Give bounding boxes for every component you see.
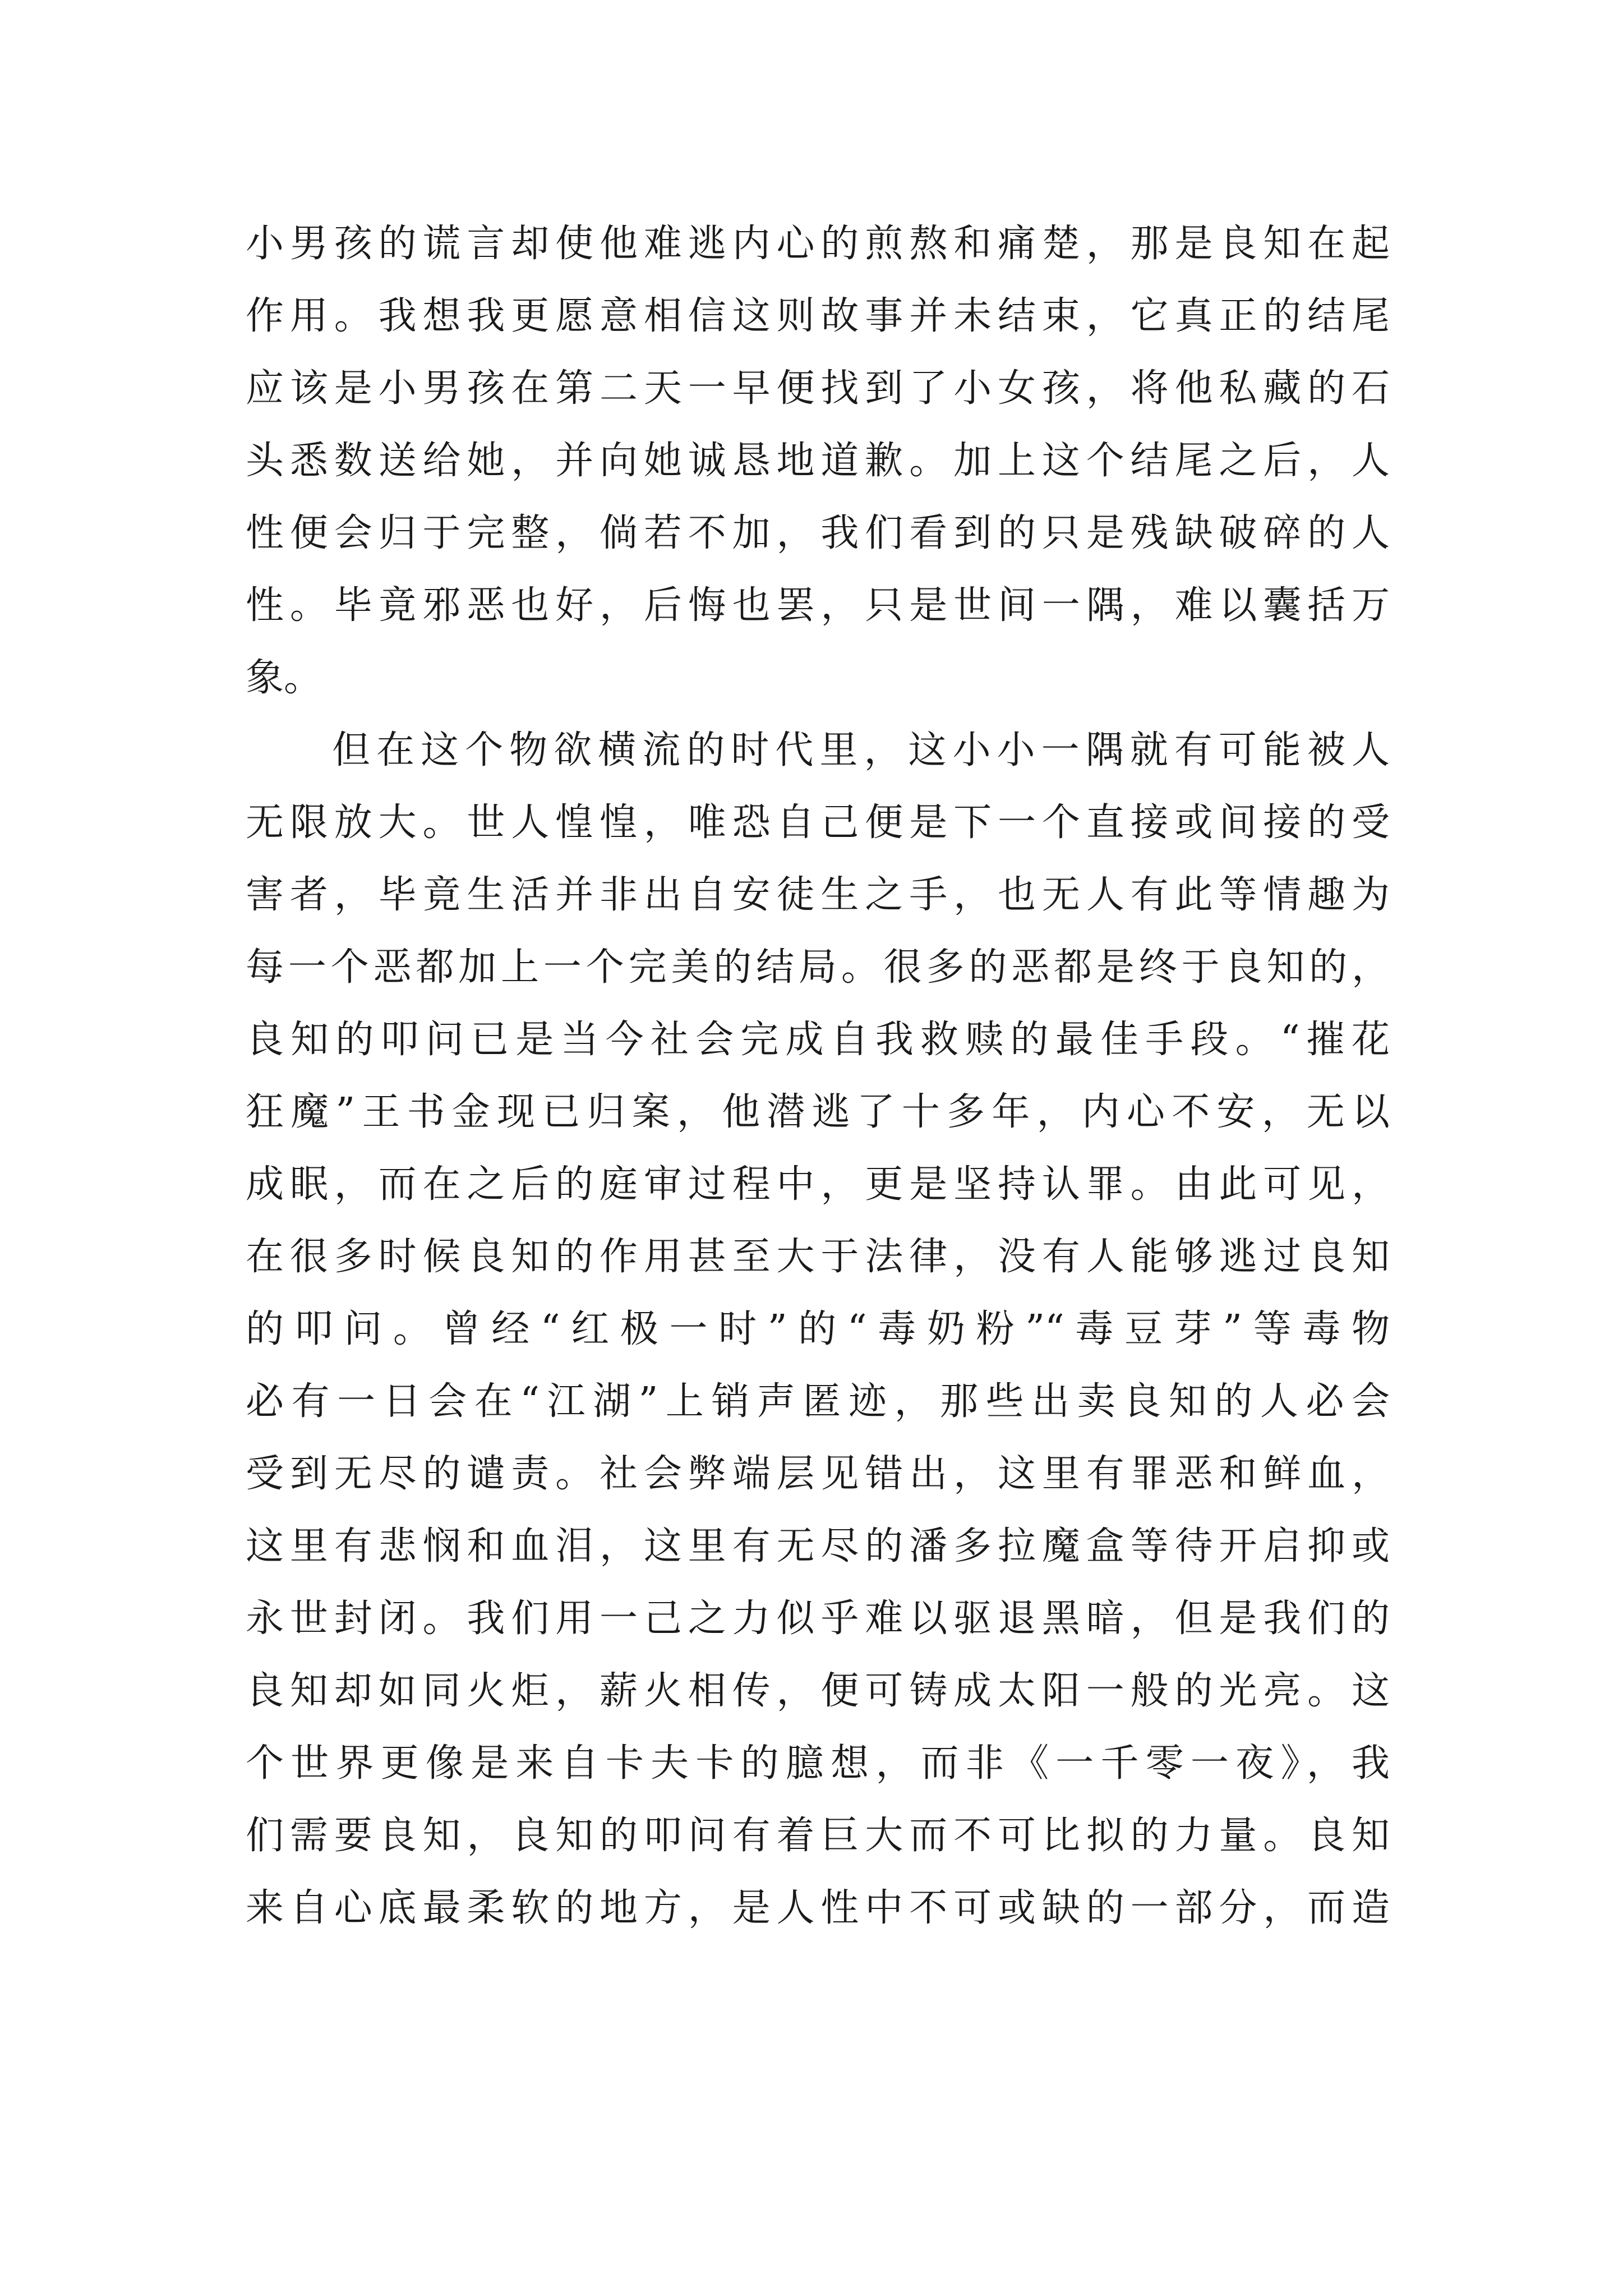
text-line: 每一个恶都加上一个完美的结局。很多的恶都是终于良知的， [246,945,1390,990]
body-text [246,208,1390,1944]
text-line: 作用。我想我更愿意相信这则故事并未结束，它真正的结尾 [246,294,1390,338]
text-line: 害者，毕竟生活并非出自安徒生之手，也无人有此等情趣为 [246,873,1390,917]
text-line: 成眠，而在之后的庭审过程中，更是坚持认罪。由此可见， [246,1162,1390,1207]
text-line: 应该是小男孩在第二天一早便找到了小女孩，将他私藏的石 [246,366,1390,411]
text-line: 受到无尽的谴责。社会弊端层见错出，这里有罪恶和鲜血， [246,1452,1390,1496]
text-line: 必有一日会在“江湖”上销声匿迹，那些出卖良知的人必会 [246,1379,1390,1424]
text-line: 这里有悲悯和血泪，这里有无尽的潘多拉魔盒等待开启抑或 [246,1524,1390,1568]
text-line: 在很多时候良知的作用甚至大于法律，没有人能够逃过良知 [246,1235,1390,1279]
text-line: 永世封闭。我们用一己之力似乎难以驱退黑暗，但是我们的 [246,1596,1390,1641]
text-line: 性便会归于完整，倘若不加，我们看到的只是残缺破碎的人 [246,511,1390,555]
text-line: 性。毕竟邪恶也好，后悔也罢，只是世间一隅，难以囊括万 [246,583,1390,628]
text-line: 良知却如同火炬，薪火相传，便可铸成太阳一般的光亮。这 [246,1669,1390,1713]
text-line: 狂魔”王书金现已归案，他潜逃了十多年，内心不安，无以 [246,1090,1390,1134]
text-line: 的叩问。曾经“红极一时”的“毒奶粉”“毒豆芽”等毒物 [246,1307,1390,1351]
text-line: 们需要良知，良知的叩问有着巨大而不可比拟的力量。良知 [246,1814,1390,1858]
text-line: 来自心底最柔软的地方，是人性中不可或缺的一部分，而造 [246,1886,1390,1930]
text-line: 良知的叩问已是当今社会完成自我救赎的最佳手段。“摧花 [246,1018,1390,1062]
text-line: 小男孩的谎言却使他难逃内心的煎熬和痛楚，那是良知在起 [246,222,1390,266]
text-line: 但在这个物欲横流的时代里，这小小一隅就有可能被人 [332,728,1390,772]
text-line: 个世界更像是来自卡夫卡的臆想，而非《一千零一夜》，我 [246,1741,1390,1786]
text-line: 无限放大。世人惶惶，唯恐自己便是下一个直接或间接的受 [246,800,1390,845]
text-line: 象。 [246,656,322,700]
text-line: 头悉数送给她，并向她诚恳地道歉。加上这个结尾之后，人 [246,439,1390,483]
